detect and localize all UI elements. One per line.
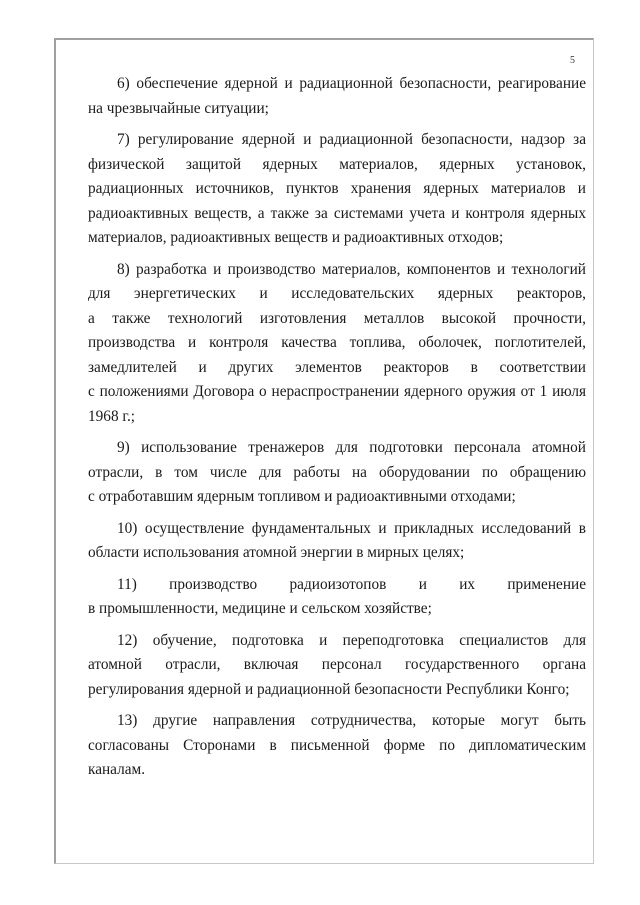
text-line: 6) обеспечение ядерной и радиационной безопасности, реагирование	[117, 75, 586, 92]
text-line: 12) обучение, подготовка и переподготовка специалистов для	[117, 631, 586, 649]
text-line: 1968 г.;	[88, 407, 136, 425]
document-body	[88, 72, 586, 790]
list-item-9	[88, 436, 586, 510]
text-line: 11) производство радиоизотопов и их применение	[117, 575, 586, 593]
list-item-8	[88, 258, 586, 430]
text-line: 9) использование тренажеров для подготовки персонала атомной	[117, 439, 586, 456]
text-line: а также технологий изготовления металлов высокой прочности,	[88, 309, 586, 327]
text-line: физической защитой ядерных материалов, ядерных установок,	[88, 155, 586, 173]
list-item-12	[88, 629, 586, 703]
list-item-13	[88, 709, 586, 783]
text-line: регулирования ядерной и радиационной безопасности Республики Конго;	[88, 680, 570, 698]
text-line: 13) другие направления сотрудничества, которые могут быть	[117, 712, 586, 729]
list-item-6	[88, 72, 586, 121]
text-line: 7) регулирование ядерной и радиационной безопасности, надзор за	[117, 131, 586, 148]
text-line: отрасли, в том числе для работы на оборудовании по обращению	[88, 463, 586, 481]
text-line: производства и контроля качества топлива, оболочек, поглотителей,	[88, 334, 586, 351]
page-number: 5	[570, 55, 575, 66]
text-line: радиационных источников, пунктов хранения ядерных материалов и	[88, 180, 586, 197]
text-line: с положениями Договора о нераспространении ядерного оружия от 1 июля	[88, 383, 586, 400]
text-line: в промышленности, медицине и сельском хозяйстве;	[88, 600, 432, 617]
text-line: области использования атомной энергии в мирных целях;	[88, 544, 465, 561]
list-item-7	[88, 128, 586, 251]
text-line: для энергетических и исследовательских ядерных реакторов,	[88, 285, 586, 302]
text-line: 8) разработка и производство материалов, компонентов и технологий	[117, 260, 586, 278]
text-line: с отработавшим ядерным топливом и радиоактивными отходами;	[88, 488, 516, 505]
text-line: атомной отрасли, включая персонал государственного органа	[88, 656, 586, 673]
text-line: радиоактивных веществ, а также за системами учета и контроля ядерных	[88, 204, 586, 222]
text-line: 10) осуществление фундаментальных и прикладных исследований в	[117, 519, 586, 537]
text-line: согласованы Сторонами в письменной форме по дипломатическим	[88, 736, 586, 754]
list-item-11	[88, 573, 586, 622]
text-line: на чрезвычайные ситуации;	[88, 99, 269, 117]
text-line: замедлителей и других элементов реакторов в соответствии	[88, 358, 586, 376]
text-line: каналам.	[88, 761, 146, 778]
list-item-10	[88, 517, 586, 566]
text-line: материалов, радиоактивных веществ и радиоактивных отходов;	[88, 229, 504, 246]
